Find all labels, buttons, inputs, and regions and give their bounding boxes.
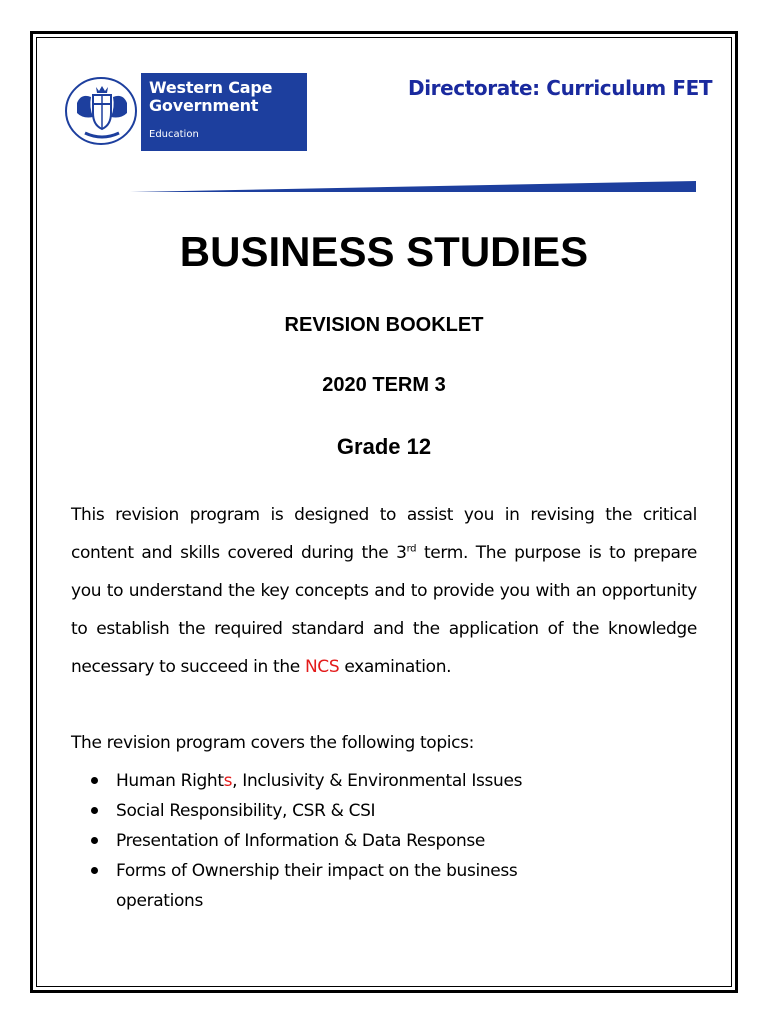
list-item [71,766,541,796]
intro-paragraph [71,496,697,686]
intro-text-3: examination. [339,657,452,677]
list-item: Social Responsibility, CSR & CSI [71,796,541,826]
topics-list [71,766,541,916]
decorative-swoosh-divider [130,178,698,194]
coat-of-arms-icon [63,73,141,151]
topic-text-t: t [217,771,224,791]
directorate-heading: Directorate: Curriculum FET [408,76,713,100]
page-title: BUSINESS STUDIES [179,228,589,275]
logo-name: Western Cape Government [149,78,273,115]
topic-text-end: , Inclusivity & Environmental Issues [232,771,523,791]
western-cape-government-logo [63,73,307,151]
ordinal-suffix: rd [406,543,417,555]
logo-department: Education [149,129,199,140]
term-label: 2020 TERM 3 [322,374,446,396]
ncs-highlight: NCS [304,657,340,677]
booklet-subtitle: REVISION BOOKLET [284,314,484,336]
list-item: Forms of Ownership their impact on the business operations [71,856,541,916]
topic-text-start: Human Righ [116,771,218,791]
topic-text-red-s: s [223,771,233,791]
intro-text-1: This revision program is designed to assist you in revising the critical content and skills covered during the 3 [71,505,697,563]
topics-intro: The revision program covers the following topics: [71,733,475,753]
grade-label: Grade 12 [336,434,432,459]
logo-panel [141,73,307,151]
intro-text-2: term. The purpose is to prepare you to understand the key concepts and to provide you with an opportunity to establish the required standard and the application of the knowledge necessary to succeed in the [71,543,697,677]
list-item: Presentation of Information & Data Response [71,826,541,856]
